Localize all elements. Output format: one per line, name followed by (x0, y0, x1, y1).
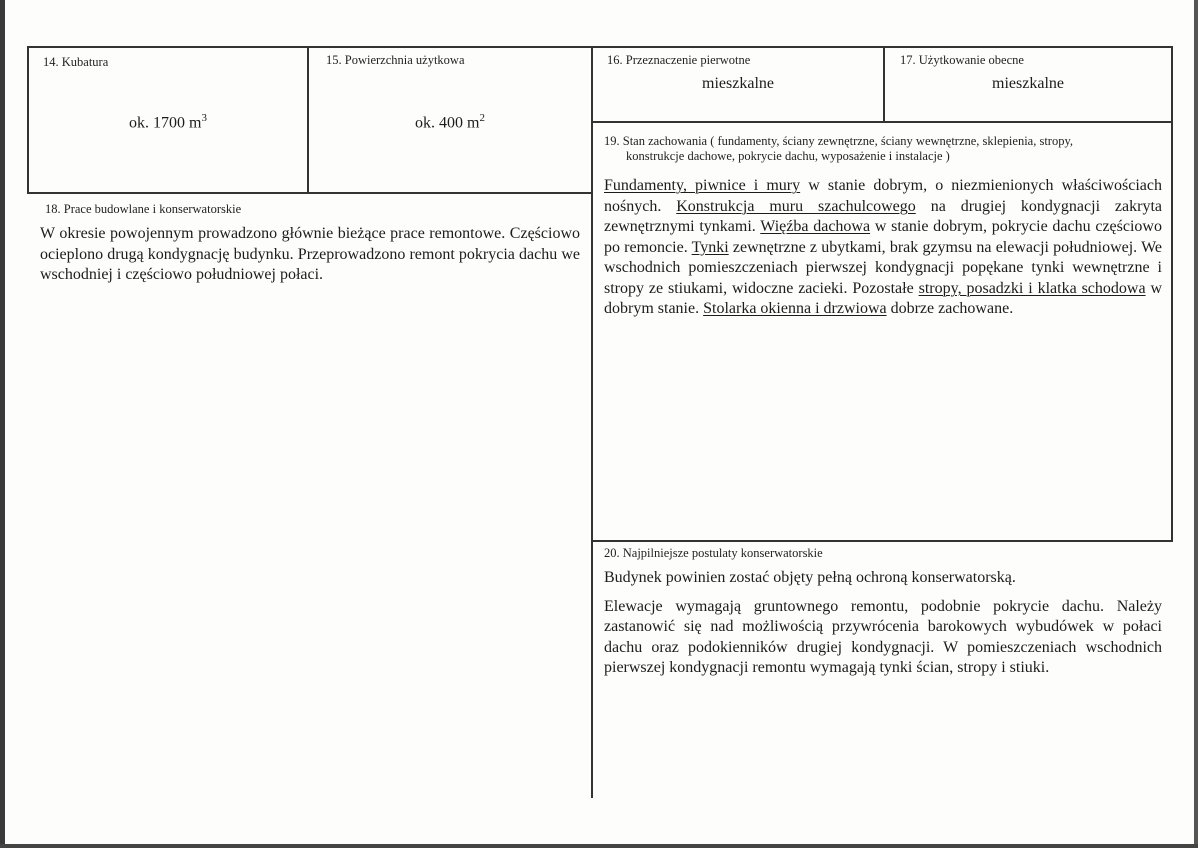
underlined-term: Więźba dachowa (760, 218, 871, 235)
text-segment: zewnętrzne z ubytkami, brak gzymsu na elewacji południowej. We wschodnich pomieszczeniach pierwszej kondygnacji popękane tynki wewnętrzne i stropy ze stiukami, widoczne zacieki. Pozostałe (604, 238, 1162, 297)
field-19-label (604, 134, 1073, 164)
text-segment: dobrze zachowane. (886, 300, 1014, 317)
field-19-text (604, 176, 1162, 320)
field-15-label: 15. Powierzchnia użytkowa (326, 53, 465, 67)
text-segment: na drugiej kondygnacji zakryta zewnętrznymi tynkami. (604, 197, 1163, 235)
scan-edge-left (0, 0, 5, 848)
field-14-value: ok. 1700 $m^3$ (129, 112, 207, 132)
field-18-text: W okresie powojennym prowadzono głównie bieżące prace remontowe. Częściowo ocieplono drugą kondygnację budynku. Przeprowadzono remont pokrycia dachu we wschodniej i częściowo południowej połaci. (40, 225, 580, 283)
field-19-label-line2: konstrukcje dachowe, pokrycie dachu, wyposażenie i instalacje ) (626, 149, 950, 163)
field-15-value: ok. 400 $m^2$ (415, 112, 485, 132)
row-divider-left (27, 192, 593, 194)
field-20-label: 20. Najpilniejsze postulaty konserwatorskie (604, 546, 823, 560)
text-segment: w dobrym stanie. (604, 279, 1163, 317)
text-segment: w stanie dobrym, o niezmienionych właściwościach nośnych. (604, 177, 1162, 215)
underlined-term: Fundamenty, piwnice i mury (604, 177, 801, 194)
col-divider-center (591, 46, 593, 798)
field-20-text (604, 568, 1162, 679)
form-top-border (27, 46, 1173, 48)
field-16-value: mieszkalne (702, 75, 774, 92)
form-right-border (1171, 46, 1173, 542)
field-19-label-line1: 19. Stan zachowania ( fundamenty, ściany zewnętrzne, ściany wewnętrzne, sklepienia, stropy, (604, 134, 1074, 148)
underlined-term: Konstrukcja muru szachulcowego (676, 197, 916, 215)
underlined-term: Tynki (691, 238, 729, 256)
underlined-term: stropy, posadzki i klatka schodowa (918, 279, 1146, 297)
scan-edge-right (1194, 0, 1198, 848)
field-20-paragraph-2: Elewacje wymagają gruntownego remontu, podobnie pokrycie dachu. Należy zastanowić się nad możliwością przywrócenia barokowych wybudówek w połaci dachu oraz podokienników drugiej kondygnacji. W pomieszczeniach wschodnich pierwszej kondygnacji remontu wymagają tynki ścian, stropy i stiuki. (604, 597, 1162, 676)
field-17-label: 17. Użytkowanie obecne (900, 53, 1024, 67)
field-14-label: 14. Kubatura (43, 55, 109, 69)
field-17-value: mieszkalne (992, 75, 1064, 92)
field-18-label: 18. Prace budowlane i konserwatorskie (45, 202, 242, 216)
text-segment: w stanie dobrym, pokrycie dachu częściowo po remoncie. (604, 218, 1162, 256)
field-16-label: 16. Przeznaczenie pierwotne (607, 53, 751, 67)
field-20-paragraph-1: Budynek powinien zostać objęty pełną ochroną konserwatorską. (604, 569, 1016, 586)
underlined-term: Stolarka okienna i drzwiowa (703, 300, 887, 317)
row-divider-20 (592, 540, 1173, 542)
scan-edge-bottom (0, 844, 1198, 848)
